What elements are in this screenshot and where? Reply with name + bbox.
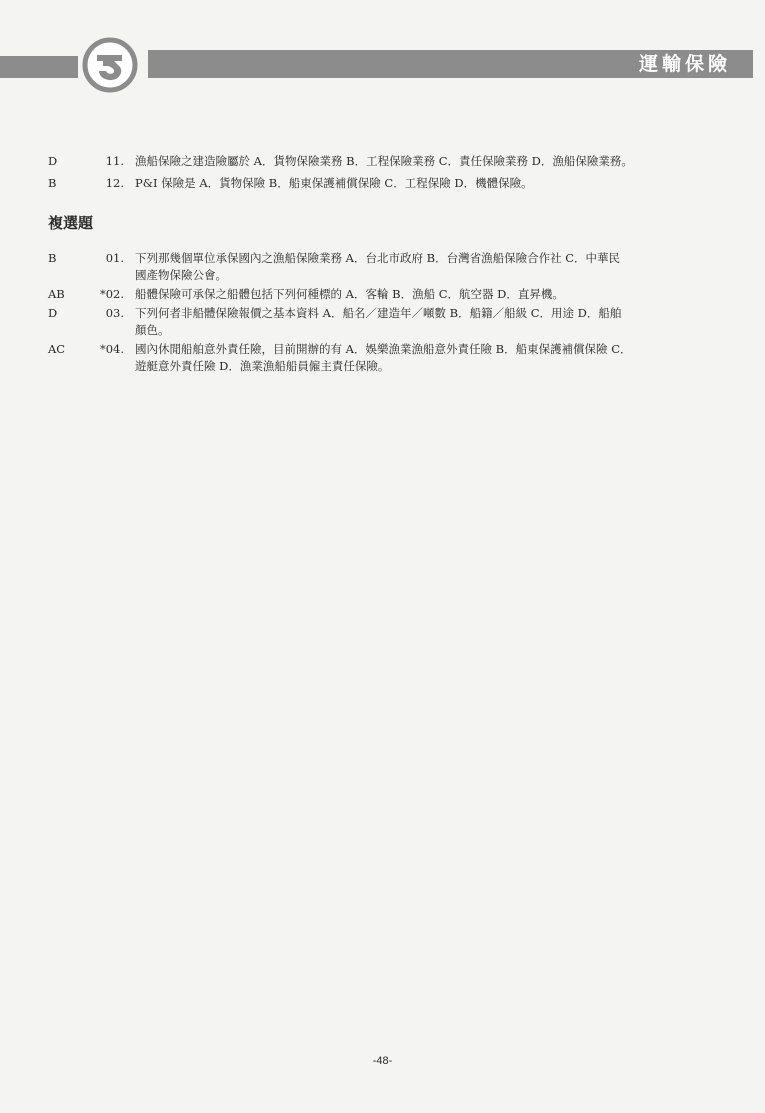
answer-key: AB: [48, 287, 65, 301]
header-bar: [148, 50, 753, 78]
page-number: -48-: [372, 1055, 393, 1067]
question-text-line: 下列那幾個單位承保國內之漁船保險業務 A．台北市政府 B．台灣省漁船保險合作社 C．中華民: [135, 251, 621, 265]
answer-key: B: [48, 251, 57, 265]
question-number: 03.: [105, 306, 124, 320]
answer-key: D: [48, 306, 58, 320]
header-bar-left: [0, 56, 78, 78]
answer-key: AC: [48, 342, 66, 356]
question-text-line: 下列何者非船體保險報價之基本資料 A．船名／建造年／噸數 B．船籍／船級 C．用途 D．船舶: [135, 306, 622, 320]
question-number: 12.: [105, 176, 124, 190]
section-heading: 複選題: [48, 214, 94, 232]
question-number: 01.: [105, 251, 124, 265]
question-number: *04.: [99, 342, 124, 356]
question-text-line: 顏色。: [135, 323, 170, 337]
answer-key: B: [48, 176, 57, 190]
question-text-line: 國內休閒船舶意外責任險，目前開辦的有 A．娛樂漁業漁船意外責任險 B．船東保護補償保險 C．: [135, 342, 632, 356]
question-text-line: 國產物保險公會。: [135, 268, 227, 282]
question-number: *02.: [99, 287, 124, 301]
question-number: 11.: [105, 154, 124, 168]
answer-key: D: [48, 154, 58, 168]
question-text-line: 漁船保險之建造險屬於 A．貨物保險業務 B．工程保險業務 C．責任保險業務 D．漁船保險業務。: [135, 154, 633, 168]
question-text-line: P&I 保險是 A．貨物保險 B．船東保護補償保險 C．工程保險 D．機體保險。: [135, 176, 533, 190]
logo-icon: [80, 37, 140, 93]
question-text-line: 船體保險可承保之船體包括下列何種標的 A．客輪 B．漁船 C．航空器 D．直昇機。: [135, 287, 564, 301]
header-title: 運輸保險: [638, 53, 731, 75]
question-text-line: 遊艇意外責任險 D．漁業漁船船員僱主責任保險。: [135, 359, 390, 373]
